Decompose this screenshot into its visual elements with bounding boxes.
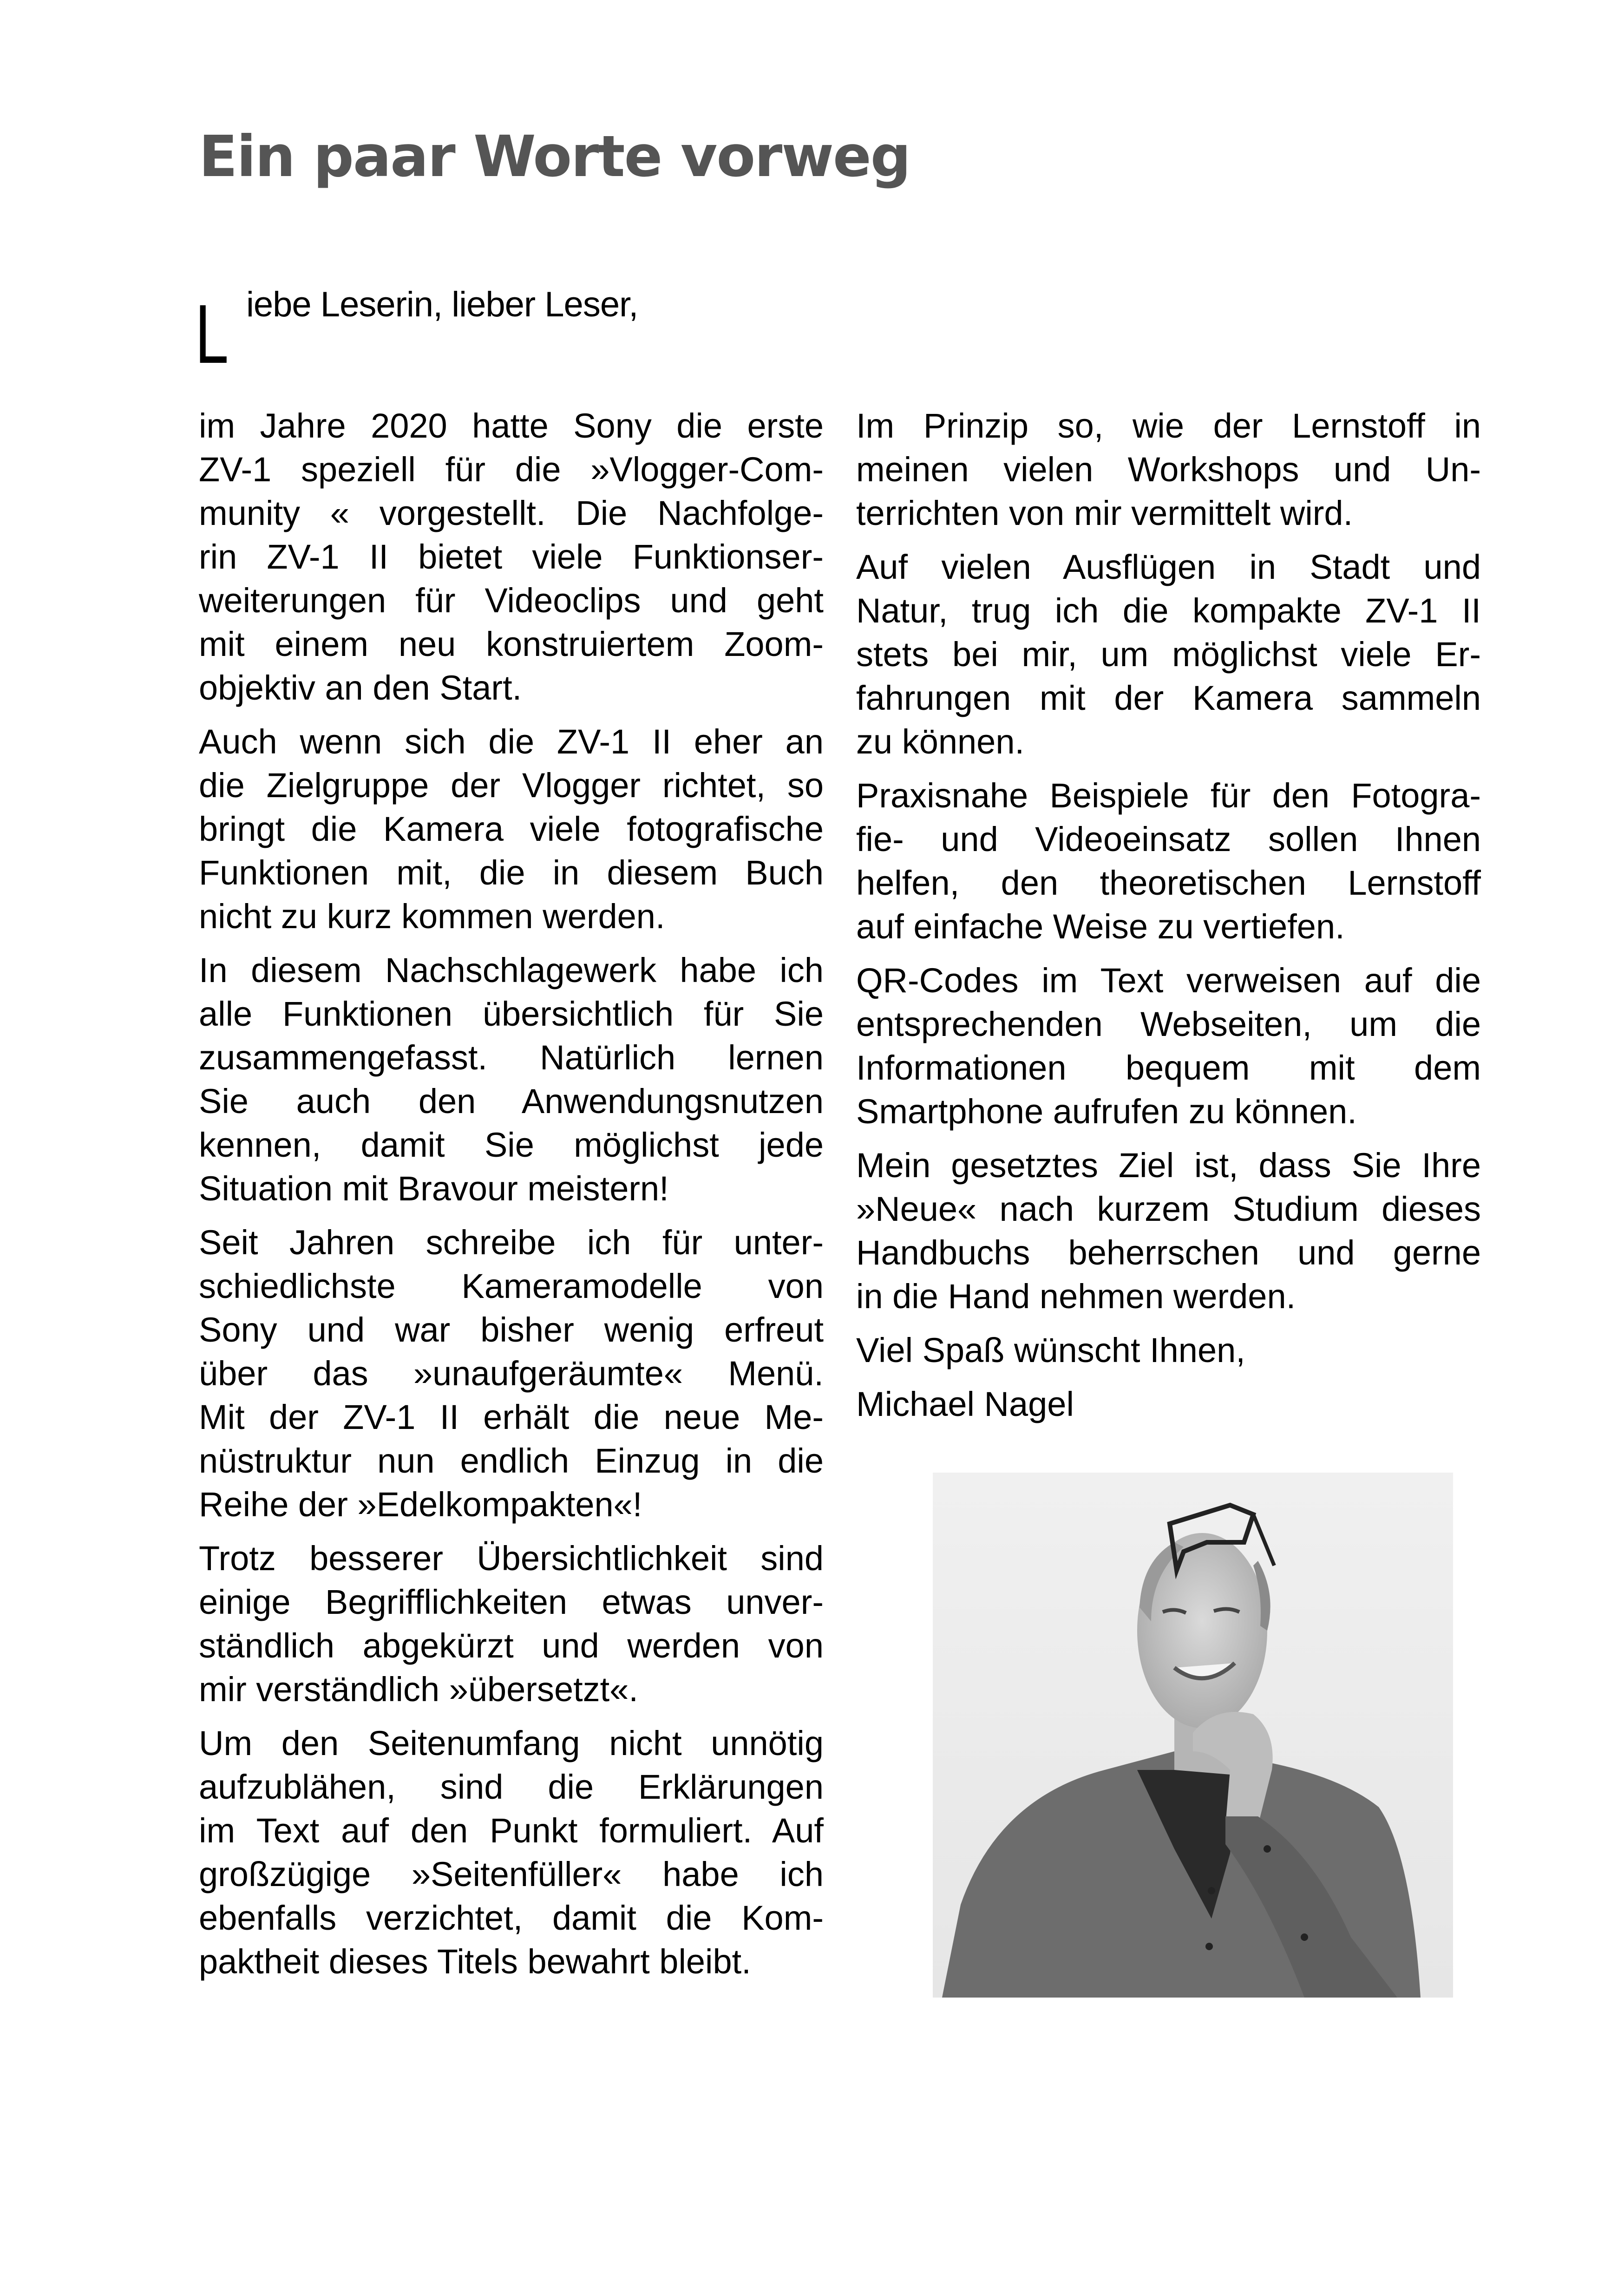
text-line: Auch wenn sich die ZV-1 II eher an xyxy=(199,722,824,761)
text-line: Funktionen mit, die in diesem Buch xyxy=(199,853,824,892)
page-title: Ein paar Worte vorweg xyxy=(199,124,910,190)
text-line: Smartphone aufrufen zu können. xyxy=(856,1092,1357,1131)
button xyxy=(1301,1933,1308,1941)
text-line: im Jahre 2020 hatte Sony die erste xyxy=(199,406,824,445)
text-line: weiterungen für Videoclips und geht xyxy=(199,581,824,620)
text-line: ständlich abgekürzt und werden von xyxy=(199,1626,824,1665)
text-line: einige Begrifflichkeiten etwas unver- xyxy=(199,1583,824,1621)
text-line: In diesem Nachschlagewerk habe ich xyxy=(199,951,824,989)
right-column xyxy=(856,404,1481,1436)
paragraph xyxy=(199,720,824,938)
text-line: terrichten von mir vermittelt wird. xyxy=(856,494,1353,532)
text-line: QR-Codes im Text verweisen auf die xyxy=(856,961,1481,1000)
text-line: ZV-1 speziell für die »Vlogger-Com- xyxy=(199,450,824,489)
text-line: stets bei mir, um möglichst viele Er- xyxy=(856,635,1481,674)
button xyxy=(1264,1845,1271,1853)
text-line: Sony und war bisher wenig erfreut xyxy=(199,1310,824,1349)
author-portrait-image xyxy=(933,1473,1453,1998)
text-line: fie- und Videoeinsatz sollen Ihnen xyxy=(856,820,1481,858)
text-line: Sie auch den Anwendungsnutzen xyxy=(199,1082,824,1120)
paragraph xyxy=(199,1537,824,1711)
text-line: die Zielgruppe der Vlogger richtet, so xyxy=(199,766,824,805)
text-line: mit einem neu konstruiertem Zoom- xyxy=(199,625,824,663)
text-line: Reihe der »Edelkompakten«! xyxy=(199,1485,642,1524)
paragraph xyxy=(856,959,1481,1133)
text-line: kennen, damit Sie möglichst jede xyxy=(199,1126,824,1164)
paragraph xyxy=(199,949,824,1211)
text-line: Im Prinzip so, wie der Lernstoff in xyxy=(856,406,1481,445)
paragraph xyxy=(856,774,1481,949)
text-line: zusammengefasst. Natürlich lernen xyxy=(199,1038,824,1077)
text-line: Praxisnahe Beispiele für den Fotogra- xyxy=(856,776,1481,815)
text-line: schiedlichste Kameramodelle von xyxy=(199,1267,824,1305)
text-line: Situation mit Bravour meistern! xyxy=(199,1169,669,1208)
author-photo xyxy=(933,1473,1453,1998)
text-line: objektiv an den Start. xyxy=(199,668,522,707)
button xyxy=(1208,1887,1215,1894)
text-line: Trotz besserer Übersichtlichkeit sind xyxy=(199,1539,824,1578)
salutation-text: iebe Leserin, lieber Leser, xyxy=(246,285,638,324)
text-line: rin ZV-1 II bietet viele Funktionser- xyxy=(199,537,824,576)
text-line: auf einfache Weise zu vertiefen. xyxy=(856,907,1345,946)
salutation xyxy=(195,283,845,381)
text-line: entsprechenden Webseiten, um die xyxy=(856,1005,1481,1043)
text-line: nicht zu kurz kommen werden. xyxy=(199,897,665,936)
text-line: Auf vielen Ausflügen in Stadt und xyxy=(856,548,1481,586)
text-line: »Neue« nach kurzem Studium dieses xyxy=(856,1190,1481,1228)
text-line: im Text auf den Punkt formuliert. Auf xyxy=(199,1811,824,1850)
text-line: paktheit dieses Titels bewahrt bleibt. xyxy=(199,1942,751,1981)
text-line: zu können. xyxy=(856,722,1025,761)
text-line: Seit Jahren schreibe ich für unter- xyxy=(199,1223,824,1262)
text-line: bringt die Kamera viele fotografische xyxy=(199,810,824,848)
text-line: fahrungen mit der Kamera sammeln xyxy=(856,679,1481,717)
text-line: nüstruktur nun endlich Einzug in die xyxy=(199,1441,824,1480)
text-line: helfen, den theoretischen Lernstoff xyxy=(856,864,1481,902)
text-line: munity « vorgestellt. Die Nachfolge- xyxy=(199,494,824,532)
text-line: ebenfalls verzichtet, damit die Kom- xyxy=(199,1899,824,1937)
paragraph xyxy=(199,1722,824,1984)
text-line: großzügige »Seitenfüller« habe ich xyxy=(199,1855,824,1893)
text-line: Viel Spaß wünscht Ihnen, xyxy=(856,1331,1245,1369)
text-line: aufzublähen, sind die Erklärungen xyxy=(199,1768,824,1806)
text-line: Mein gesetztes Ziel ist, dass Sie Ihre xyxy=(856,1146,1481,1185)
text-line: alle Funktionen übersichtlich für Sie xyxy=(199,995,824,1033)
drop-cap: L xyxy=(195,288,229,381)
text-line: Handbuchs beherrschen und gerne xyxy=(856,1233,1481,1272)
button xyxy=(1205,1943,1213,1950)
paragraph xyxy=(199,1221,824,1526)
text-line: Mit der ZV-1 II erhält die neue Me- xyxy=(199,1398,824,1436)
text-line: Um den Seitenumfang nicht unnötig xyxy=(199,1724,824,1762)
text-line: in die Hand nehmen werden. xyxy=(856,1277,1296,1316)
text-line: Informationen bequem mit dem xyxy=(856,1048,1481,1087)
paragraph xyxy=(856,1144,1481,1318)
text-line: über das »unaufgeräumte« Menü. xyxy=(199,1354,824,1393)
text-line: mir verständlich »übersetzt«. xyxy=(199,1670,638,1709)
paragraph xyxy=(856,545,1481,764)
paragraph xyxy=(856,404,1481,535)
text-line: Natur, trug ich die kompakte ZV-1 II xyxy=(856,591,1481,630)
left-column xyxy=(199,404,824,1994)
text-line: meinen vielen Workshops und Un- xyxy=(856,450,1481,489)
paragraph xyxy=(856,1329,1481,1372)
paragraph xyxy=(856,1382,1481,1426)
text-line: Michael Nagel xyxy=(856,1385,1074,1423)
paragraph xyxy=(199,404,824,710)
